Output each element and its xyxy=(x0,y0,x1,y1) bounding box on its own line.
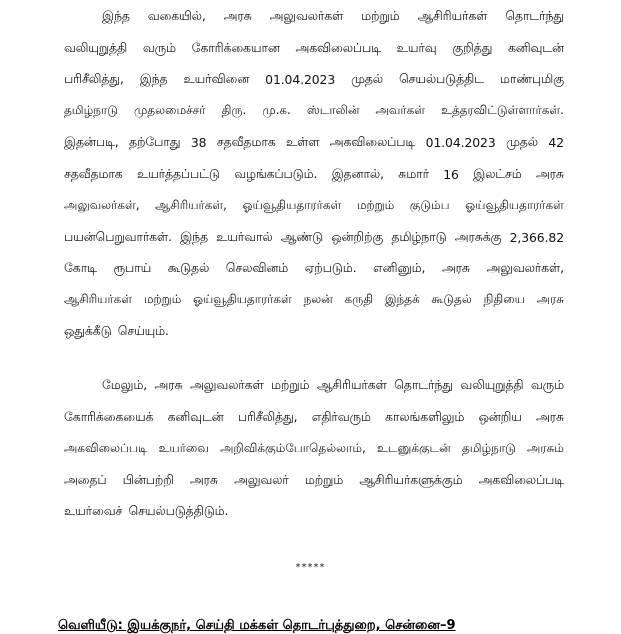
paragraph-line: இதன்படி, தற்போது 38 சதவீதமாக உள்ள அகவிலைப்படி 01.04.2023 முதல் 42 xyxy=(64,134,564,151)
paragraph-line: உயர்வைச் செயல்படுத்திடும். xyxy=(64,503,229,519)
paragraph-line: தமிழ்நாடு முதலமைச்சர் திரு. மு.க. ஸ்டாலின் அவர்கள் உத்தரவிட்டுள்ளார்கள். xyxy=(64,103,564,118)
paragraph-line: அகவிலைப்படி உயர்வை அறிவிக்கும்போதெல்லாம், உடனுக்குடன் தமிழ்நாடு அரசும் xyxy=(64,440,564,455)
paragraph-line: அலுவலர்கள், ஆசிரியர்கள், ஓய்வூதியதாரர்கள் மற்றும் குடும்ப ஓய்வூதியதாரர்கள் xyxy=(64,197,564,212)
paragraph-line: பயன்பெறுவார்கள். இந்த உயர்வால் ஆண்டு ஒன்றிற்கு தமிழ்நாடு அரசுக்கு 2,366.82 xyxy=(64,228,564,245)
paragraph-line: பரிசீலித்து, இந்த உயர்வினை 01.04.2023 முதல் செயல்படுத்திட மாண்புமிகு xyxy=(64,71,564,88)
publisher-footer: வெளியீடு: இயக்குநர், செய்தி மக்கள் தொடர்புத்துறை, சென்னை–9 xyxy=(58,618,456,633)
paragraph-future-hikes xyxy=(64,370,564,528)
paragraph-line: மேலும், அரசு அலுவலர்கள் மற்றும் ஆசிரியர்கள் தொடர்ந்து வலியுறுத்தி வரும் xyxy=(102,377,564,393)
paragraph-line: இந்த வகையில், அரசு அலுவலர்கள் மற்றும் ஆசிரியர்கள் தொடர்ந்து xyxy=(102,8,564,24)
paragraph-line: வலியுறுத்தி வரும் கோரிக்கையான அகவிலைப்படி உயர்வு குறித்து கனிவுடன் xyxy=(64,39,564,55)
paragraph-line: கோரிக்கையைக் கனிவுடன் பரிசீலித்து, எதிர்வரும் காலங்களிலும் ஒன்றிய அரசு xyxy=(64,408,564,424)
paragraph-dearness-allowance-hike xyxy=(64,1,564,348)
section-separator: ***** xyxy=(295,562,326,573)
paragraph-line: அதைப் பின்பற்றி அரசு அலுவலர் மற்றும் ஆசிரியர்களுக்கும் அகவிலைப்படி xyxy=(64,471,564,487)
paragraph-line: சதவீதமாக உயர்த்தப்பட்டு வழங்கப்படும். இதனால், சுமார் 16 இலட்சம் அரசு xyxy=(64,165,564,182)
paragraph-line: ஒதுக்கீடு செய்யும். xyxy=(64,323,169,339)
paragraph-line: ஆசிரியர்கள் மற்றும் ஓய்வூதியதாரர்கள் நலன் கருதி இந்தக் கூடுதல் நிதியை அரசு xyxy=(64,292,564,307)
paragraph-line: கோடி ரூபாய் கூடுதல் செலவினம் ஏற்படும். எனினும், அரசு அலுவலர்கள், xyxy=(64,260,564,276)
